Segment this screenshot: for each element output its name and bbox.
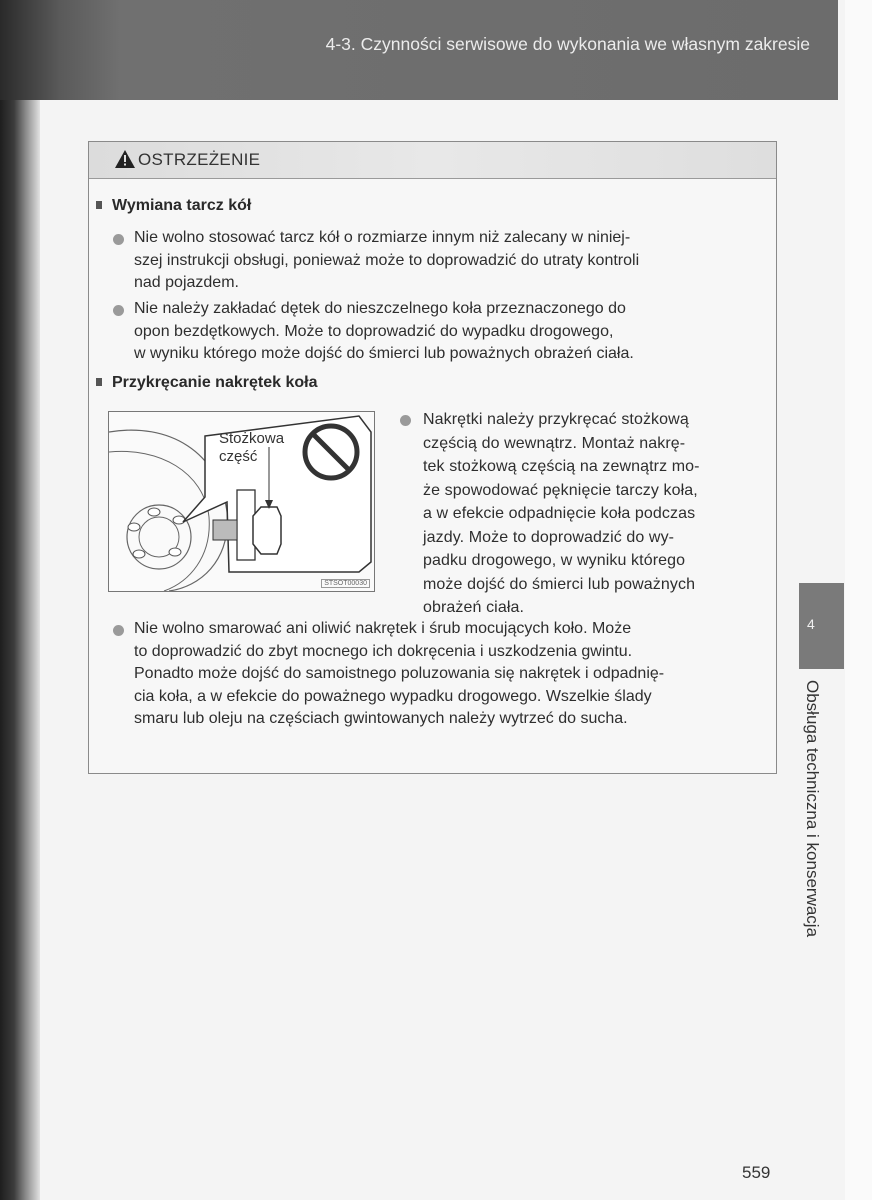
bullet-text-nut-orientation: Nakrętki należy przykręcać stożkową częścią do wewnątrz. Montaż nakrę- tek stożkową częścią na zewnątrz mo- że spowodować pęknięcie tarczy koła, a w efekcie odpadnięcie koła podczas jazdy. Może to doprowadzić do wy- padku drogowego, w wyniku którego może dojść do śmierci lub poważnych obrażeń ciała. (423, 411, 700, 616)
page-binding-shadow (0, 0, 40, 1200)
header-title: 4-3. Czynności serwisowe do wykonania we własnym zakresie (325, 34, 810, 54)
bullet-dot (113, 234, 124, 245)
page-edge (845, 0, 872, 1200)
warning-triangle-icon (115, 150, 135, 168)
bullet-text-wheel-size: Nie wolno stosować tarcz kół o rozmiarze innym niż zalecany w niniej- szej instrukcji obsługi, ponieważ może to doprowadzić do utraty kontroli nad pojazdem. (134, 229, 640, 291)
warning-header (89, 142, 776, 179)
figure-code: STSOT00030 (321, 579, 370, 588)
chapter-title-vertical: Obsługa techniczna i konserwacja (803, 680, 822, 938)
warning-heading: OSTRZEŻENIE (138, 150, 261, 169)
page-number: 559 (742, 1163, 771, 1182)
wheel-nut-illustration (108, 411, 375, 592)
figure-callout-label: Stożkowa część (219, 430, 285, 465)
bullet-text-inner-tube: Nie należy zakładać dętek do nieszczelnego koła przeznaczonego do opon bezdętkowych. Może to doprowadzić do wypadku drogowego, w wyniku którego może dojść do śmierci lub poważnych obrażeń ciała. (134, 300, 634, 362)
bullet-dot (113, 305, 124, 316)
chapter-tab (799, 583, 844, 669)
page-header (0, 0, 838, 100)
section-title-wheel-disc: Wymiana tarcz kół (96, 197, 251, 215)
bullet-text-no-lubrication: Nie wolno smarować ani oliwić nakrętek i śrub mocujących koło. Może to doprowadzić do zbyt mocnego ich dokręcenia i uszkodzenia gwintu. Ponadto może dojść do samoistnego poluzowania się nakrętek i odpadnię- cia koła, a w efekcie do poważnego wypadku drogowego. Wszelkie ślady smaru lub oleju na częściach gwintowanych należy wytrzeć do sucha. (134, 620, 665, 727)
bullet-dot (400, 415, 411, 426)
bullet-dot (113, 625, 124, 636)
section-title-wheel-nuts: Przykręcanie nakrętek koła (96, 374, 317, 392)
chapter-number: 4 (807, 616, 815, 632)
